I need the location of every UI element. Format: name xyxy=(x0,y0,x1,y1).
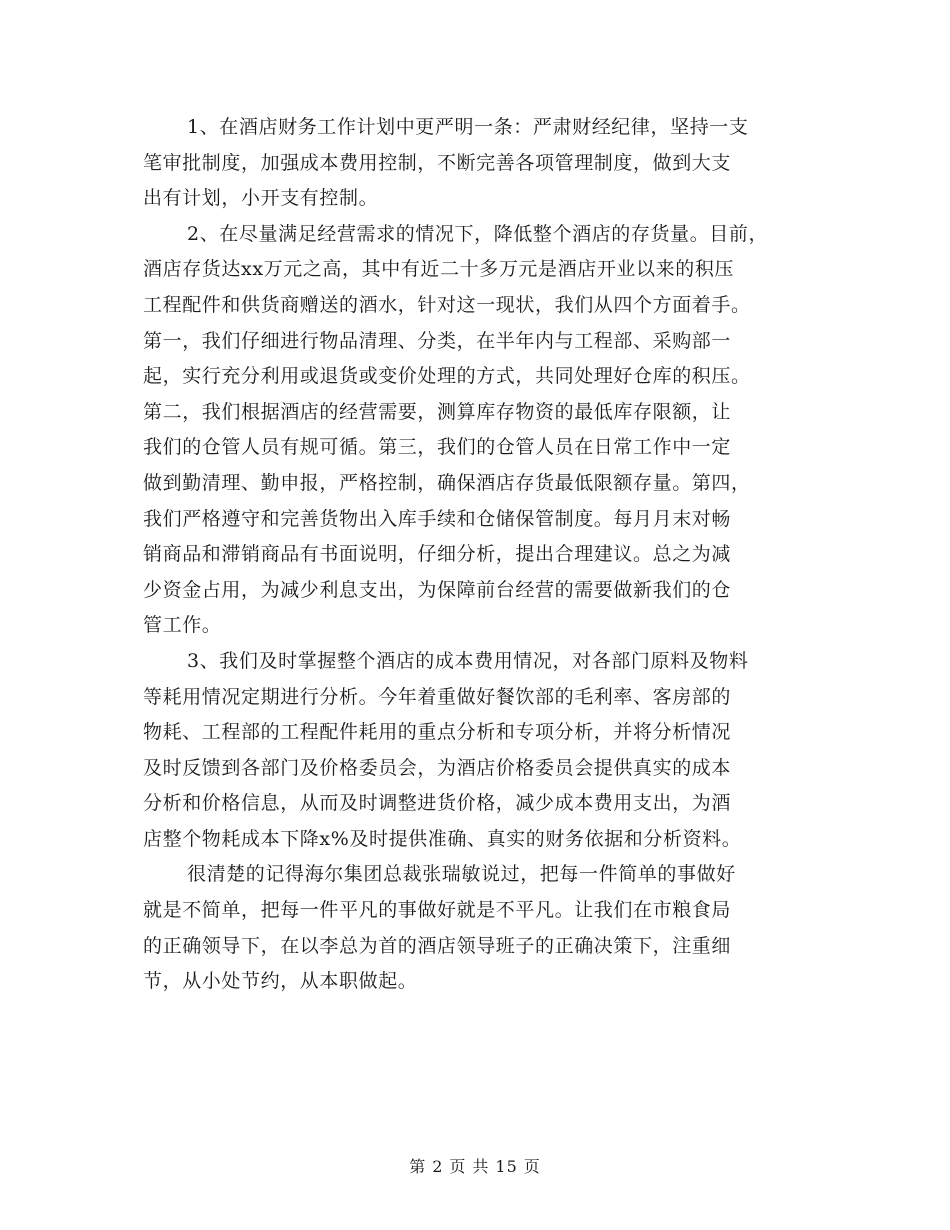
text-line: 分析和价格信息，从而及时调整进货价格，减少成本费用支出，为酒 xyxy=(143,792,732,815)
text-line: 销商品和滞销商品有书面说明，仔细分析，提出合理建议。总之为减 xyxy=(143,543,732,566)
page-number: 2 xyxy=(432,1157,444,1176)
footer-total-word: 共 xyxy=(472,1157,490,1176)
text-line: 等耗用情况定期进行分析。今年着重做好餐饮部的毛利率、客房部的 xyxy=(143,685,732,708)
text-line: 很清楚的记得海尔集团总裁张瑞敏说过，把每一件简单的事做好 xyxy=(187,863,736,886)
text-line: 第二，我们根据酒店的经营需要，测算库存物资的最低库存限额，让 xyxy=(143,400,732,423)
text-line: 物耗、工程部的工程配件耗用的重点分析和专项分析，并将分析情况 xyxy=(143,721,732,744)
text-line: 工程配件和供货商赠送的酒水，针对这一现状，我们从四个方面着手。 xyxy=(143,293,751,316)
text-line: 第一，我们仔细进行物品清理、分类，在半年内与工程部、采购部一 xyxy=(143,329,732,352)
footer-page-word: 页 xyxy=(449,1157,467,1176)
document-body xyxy=(143,110,808,1000)
total-pages: 15 xyxy=(495,1157,518,1176)
text-line: 笔审批制度，加强成本费用控制，不断完善各项管理制度，做到大支 xyxy=(143,151,732,174)
text-line: 管工作。 xyxy=(143,614,222,637)
text-line: 我们严格遵守和完善货物出入库手续和仓储保管制度。每月月末对畅 xyxy=(143,507,732,530)
text-line: 3、我们及时掌握整个酒店的成本费用情况，对各部门原料及物料 xyxy=(187,649,749,672)
text-line: 店整个物耗成本下降x%及时提供准确、真实的财务依据和分析资料。 xyxy=(143,827,742,850)
footer-prefix: 第 xyxy=(409,1157,427,1176)
text-line: 我们的仓管人员有规可循。第三，我们的仓管人员在日常工作中一定 xyxy=(143,436,732,459)
text-line: 酒店存货达xx万元之高，其中有近二十多万元是酒店开业以来的积压 xyxy=(143,258,735,281)
text-line: 2、在尽量满足经营需求的情况下，降低整个酒店的存货量。目前， xyxy=(187,222,769,245)
footer-suffix: 页 xyxy=(523,1157,541,1176)
text-line: 及时反馈到各部门及价格委员会，为酒店价格委员会提供真实的成本 xyxy=(143,756,732,779)
text-line: 少资金占用，为减少利息支出，为保障前台经营的需要做新我们的仓 xyxy=(143,578,732,601)
text-line: 的正确领导下，在以李总为首的酒店领导班子的正确决策下，注重细 xyxy=(143,934,732,957)
text-line: 就是不简单，把每一件平凡的事做好就是不平凡。让我们在市粮食局 xyxy=(143,899,732,922)
page-footer xyxy=(0,1154,950,1177)
text-line: 节，从小处节约，从本职做起。 xyxy=(143,970,418,993)
text-line: 起，实行充分利用或退货或变价处理的方式，共同处理好仓库的积压。 xyxy=(143,365,751,388)
text-line: 出有计划，小开支有控制。 xyxy=(143,187,379,210)
text-line: 1、在酒店财务工作计划中更严明一条：严肃财经纪律，坚持一支 xyxy=(187,116,749,138)
text-line: 做到勤清理、勤申报，严格控制，确保酒店存货最低限额存量。第四， xyxy=(143,471,751,494)
